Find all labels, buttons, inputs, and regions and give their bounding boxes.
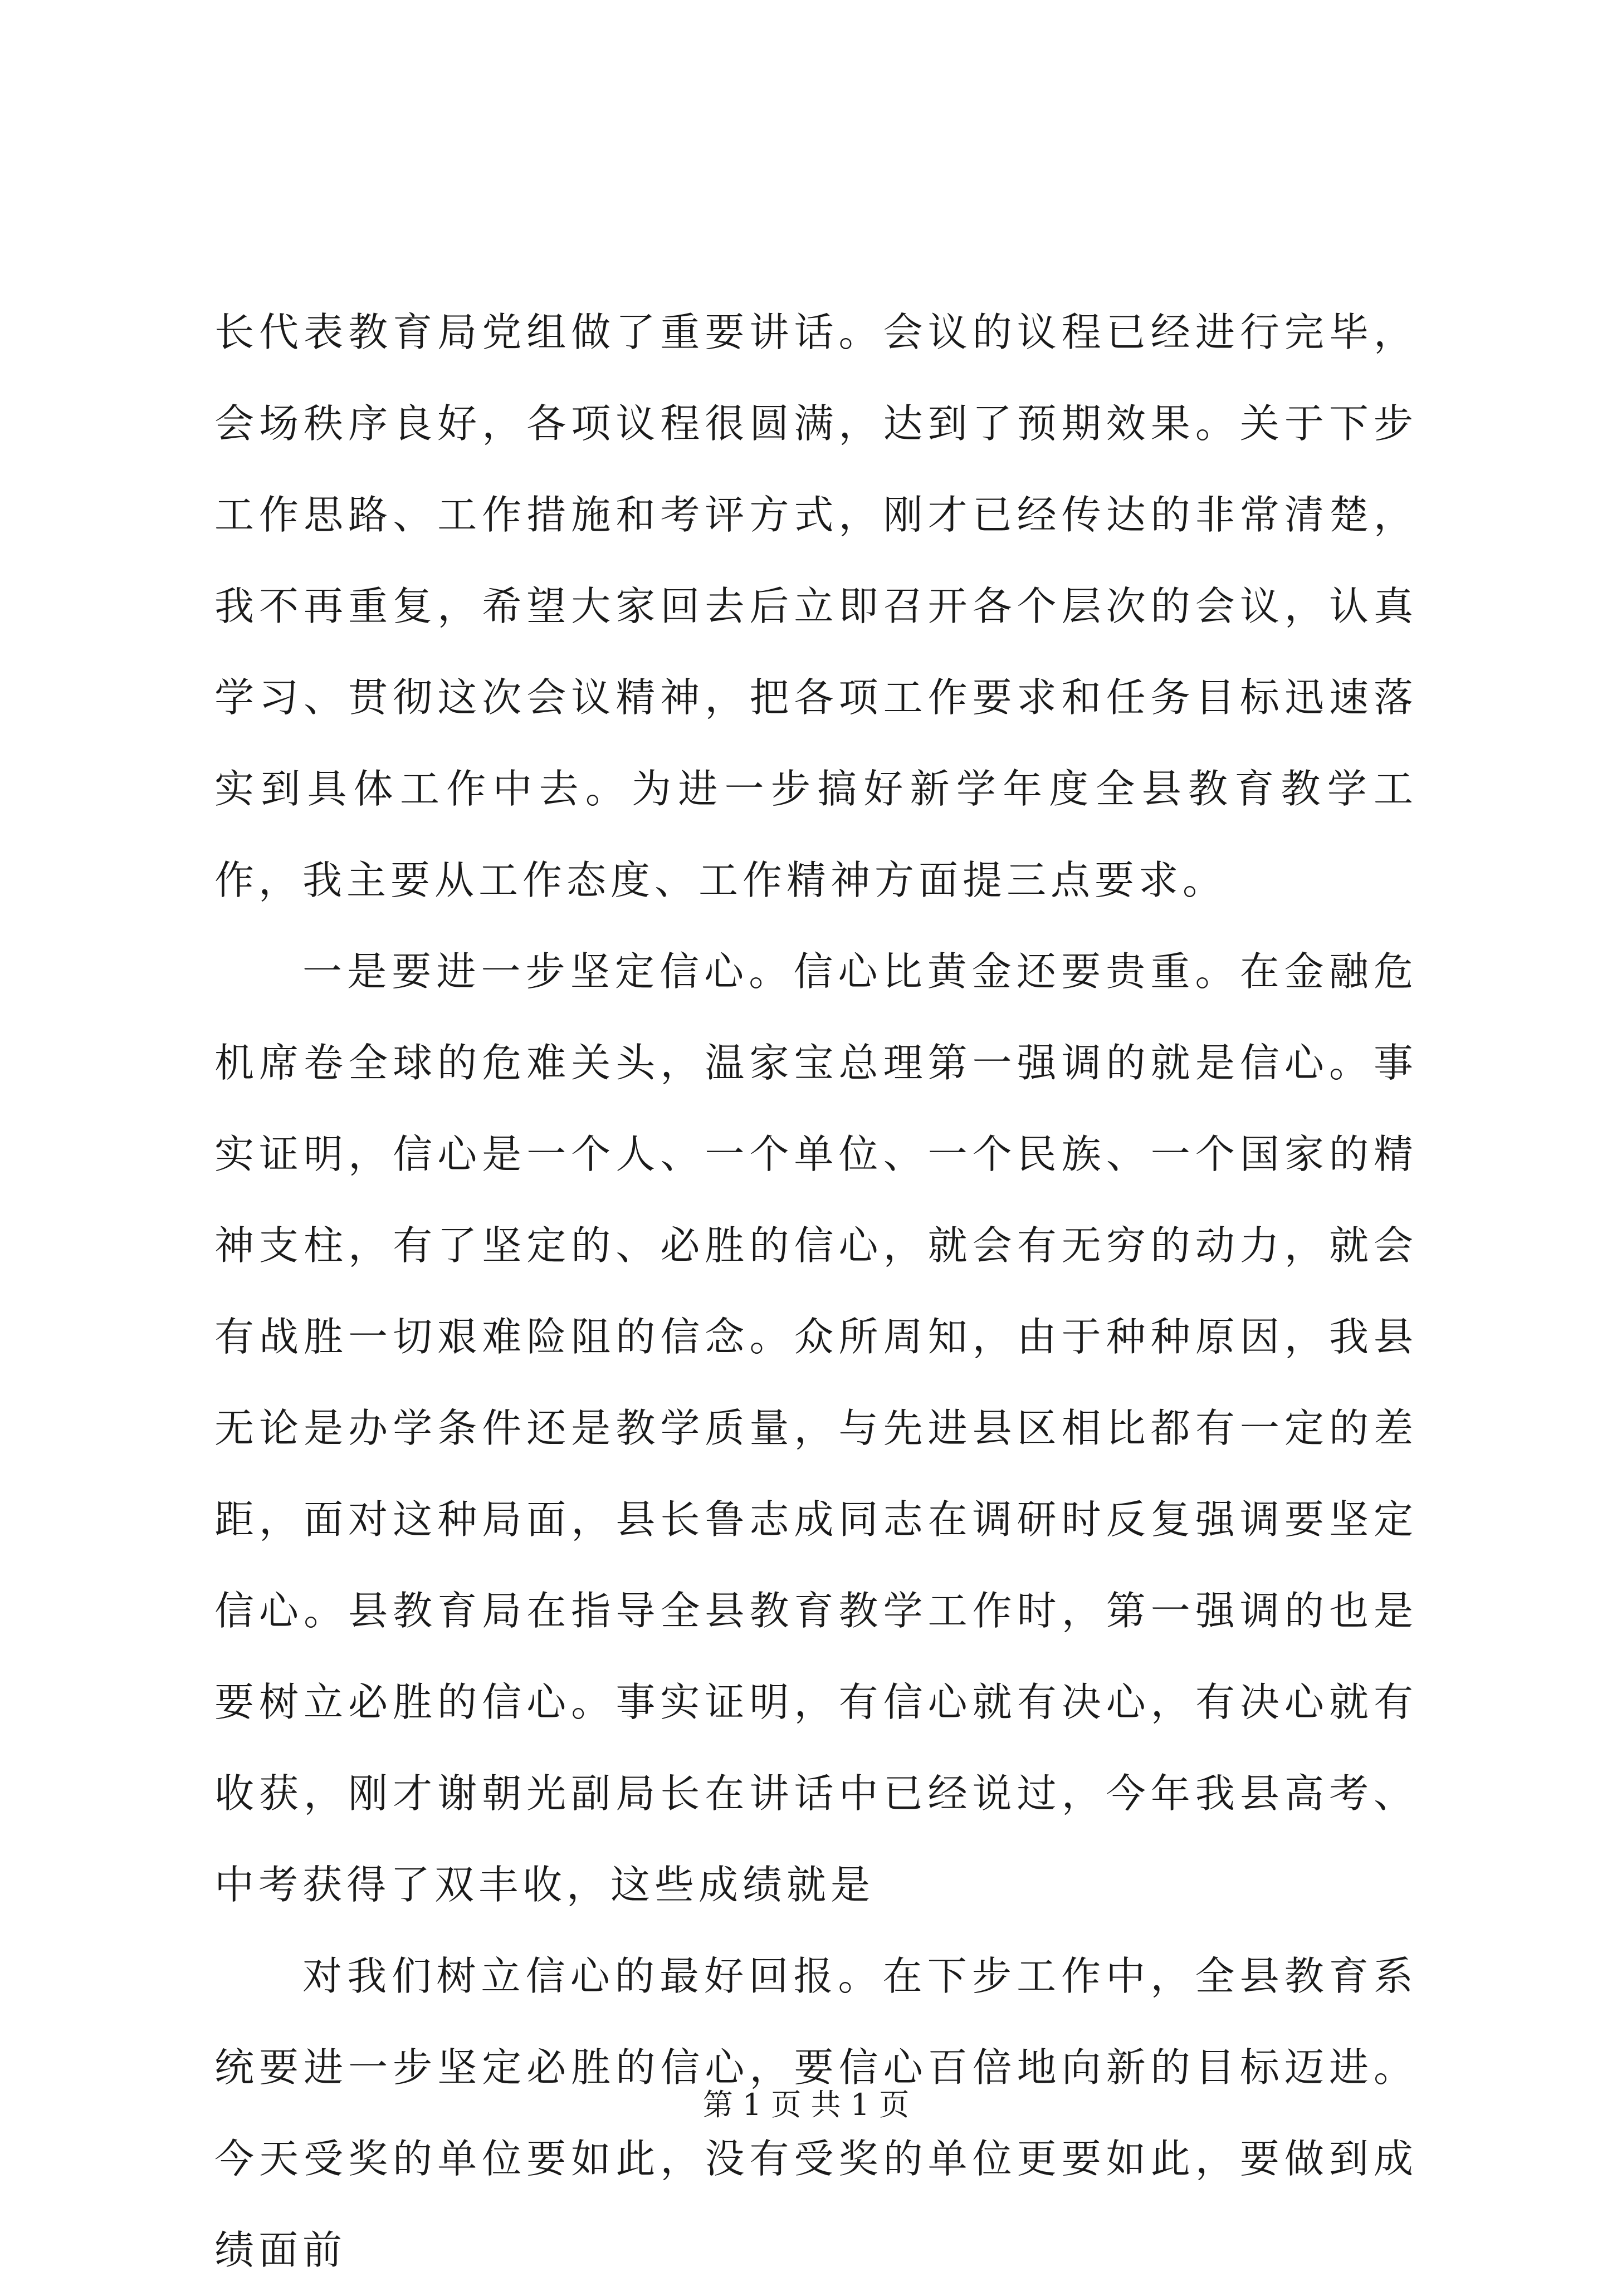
paragraph-2: 一是要进一步坚定信心。信心比黄金还要贵重。在金融危机席卷全球的危难关头，温家宝总理第一强调的就是信心。事实证明，信心是一个人、一个单位、一个民族、一个国家的精神支柱，有了坚定的、必胜的信心，就会有无穷的动力，就会有战胜一切艰难险阻的信念。众所周知，由于种种原因，我县无论是办学条件还是教学质量，与先进县区相比都有一定的差距，面对这种局面，县长鲁志成同志在调研时反复强调要坚定信心。县教育局在指导全县教育教学工作时，第一强调的也是要树立必胜的信心。事实证明，有信心就有决心，有决心就有收获，刚才谢朝光副局长在讲话中已经说过，今年我县高考、中考获得了双丰收，这些成绩就是 (214, 948, 1418, 1908)
paragraph-1: 长代表教育局党组做了重要讲话。会议的议程已经进行完毕，会场秩序良好，各项议程很圆满，达到了预期效果。关于下步工作思路、工作措施和考评方式，刚才已经传达的非常清楚，我不再重复，希望大家回去后立即召开各个层次的会议，认真学习、贯彻这次会议精神，把各项工作要求和任务目标迅速落实到具体工作中去。为进一步搞好新学年度全县教育教学工作，我主要从工作态度、工作精神方面提三点要求。 (214, 309, 1418, 903)
document-body (214, 287, 1418, 2296)
paragraph-3: 对我们树立信心的最好回报。在下步工作中，全县教育系统要进一步坚定必胜的信心，要信心百倍地向新的目标迈进。今天受奖的单位要如此，没有受奖的单位更要如此，要做到成绩面前 (214, 1953, 1418, 2273)
page-number-footer: 第 1 页 共 1 页 (702, 2087, 910, 2122)
